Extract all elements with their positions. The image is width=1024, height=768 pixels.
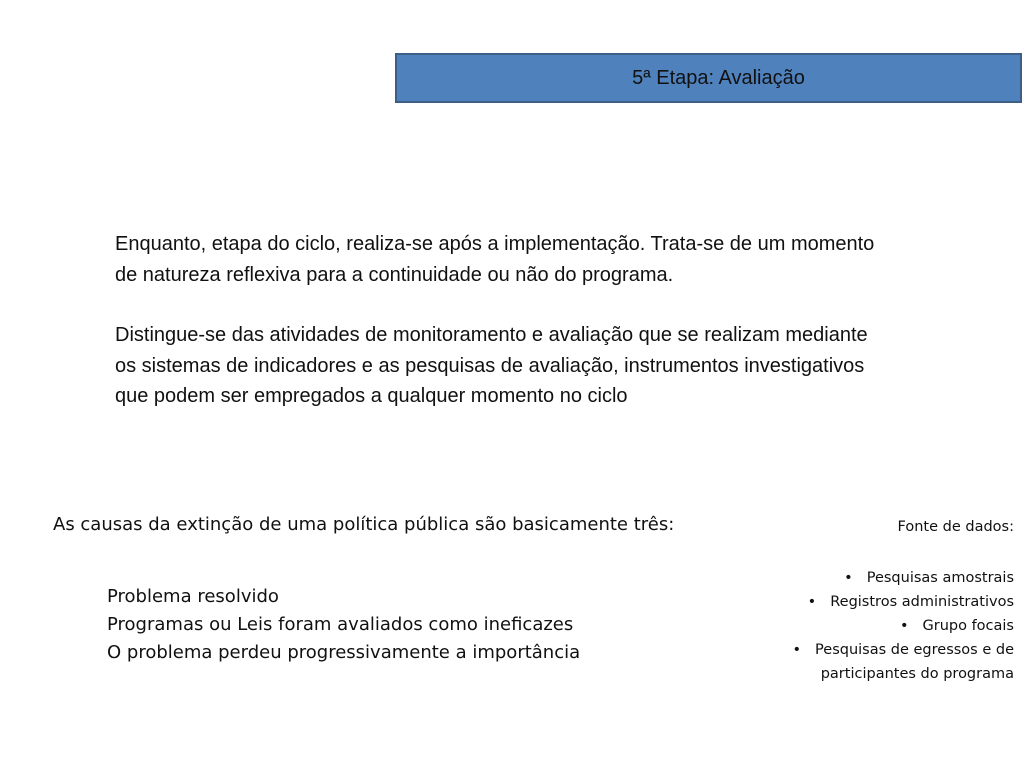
data-sources-section — [714, 516, 1014, 686]
causes-item: Programas ou Leis foram avaliados como ineficazes — [107, 614, 574, 635]
list-item — [714, 638, 1014, 686]
causes-section — [53, 511, 773, 667]
body-text-block — [115, 229, 883, 412]
sources-heading: Fonte de dados: — [897, 519, 1014, 535]
body-paragraph-2: Distingue-se das atividades de monitoramento e avaliação que se realizam mediante os sistemas de indicadores e as pesquisas de avaliação, instrumentos investigativos que podem ser empregados a qualquer momento no ciclo — [115, 324, 868, 407]
sources-list — [714, 566, 1014, 686]
list-item — [714, 614, 1014, 638]
causes-heading: As causas da extinção de uma política pública são basicamente três: — [53, 514, 675, 535]
slide-title: 5ª Etapa: Avaliação — [632, 66, 805, 89]
causes-list — [107, 583, 773, 667]
bullet-icon: • — [899, 618, 909, 634]
list-item-label: Grupo focais — [922, 618, 1014, 634]
causes-item: Problema resolvido — [107, 586, 279, 607]
list-item — [714, 566, 1014, 590]
list-item-label: Pesquisas de egressos e de participantes do programa — [815, 642, 1014, 682]
causes-item: O problema perdeu progressivamente a importância — [107, 642, 581, 663]
list-item-label: Pesquisas amostrais — [866, 570, 1014, 586]
bullet-icon: • — [844, 570, 853, 586]
bullet-icon: • — [792, 642, 802, 658]
body-paragraph-1: Enquanto, etapa do ciclo, realiza-se após a implementação. Trata-se de um momento de natureza reflexiva para a continuidade ou não do programa. — [115, 233, 875, 286]
title-banner — [395, 53, 1022, 103]
list-item-label: Registros administrativos — [830, 594, 1014, 610]
list-item — [714, 590, 1014, 614]
bullet-icon: • — [807, 594, 817, 610]
